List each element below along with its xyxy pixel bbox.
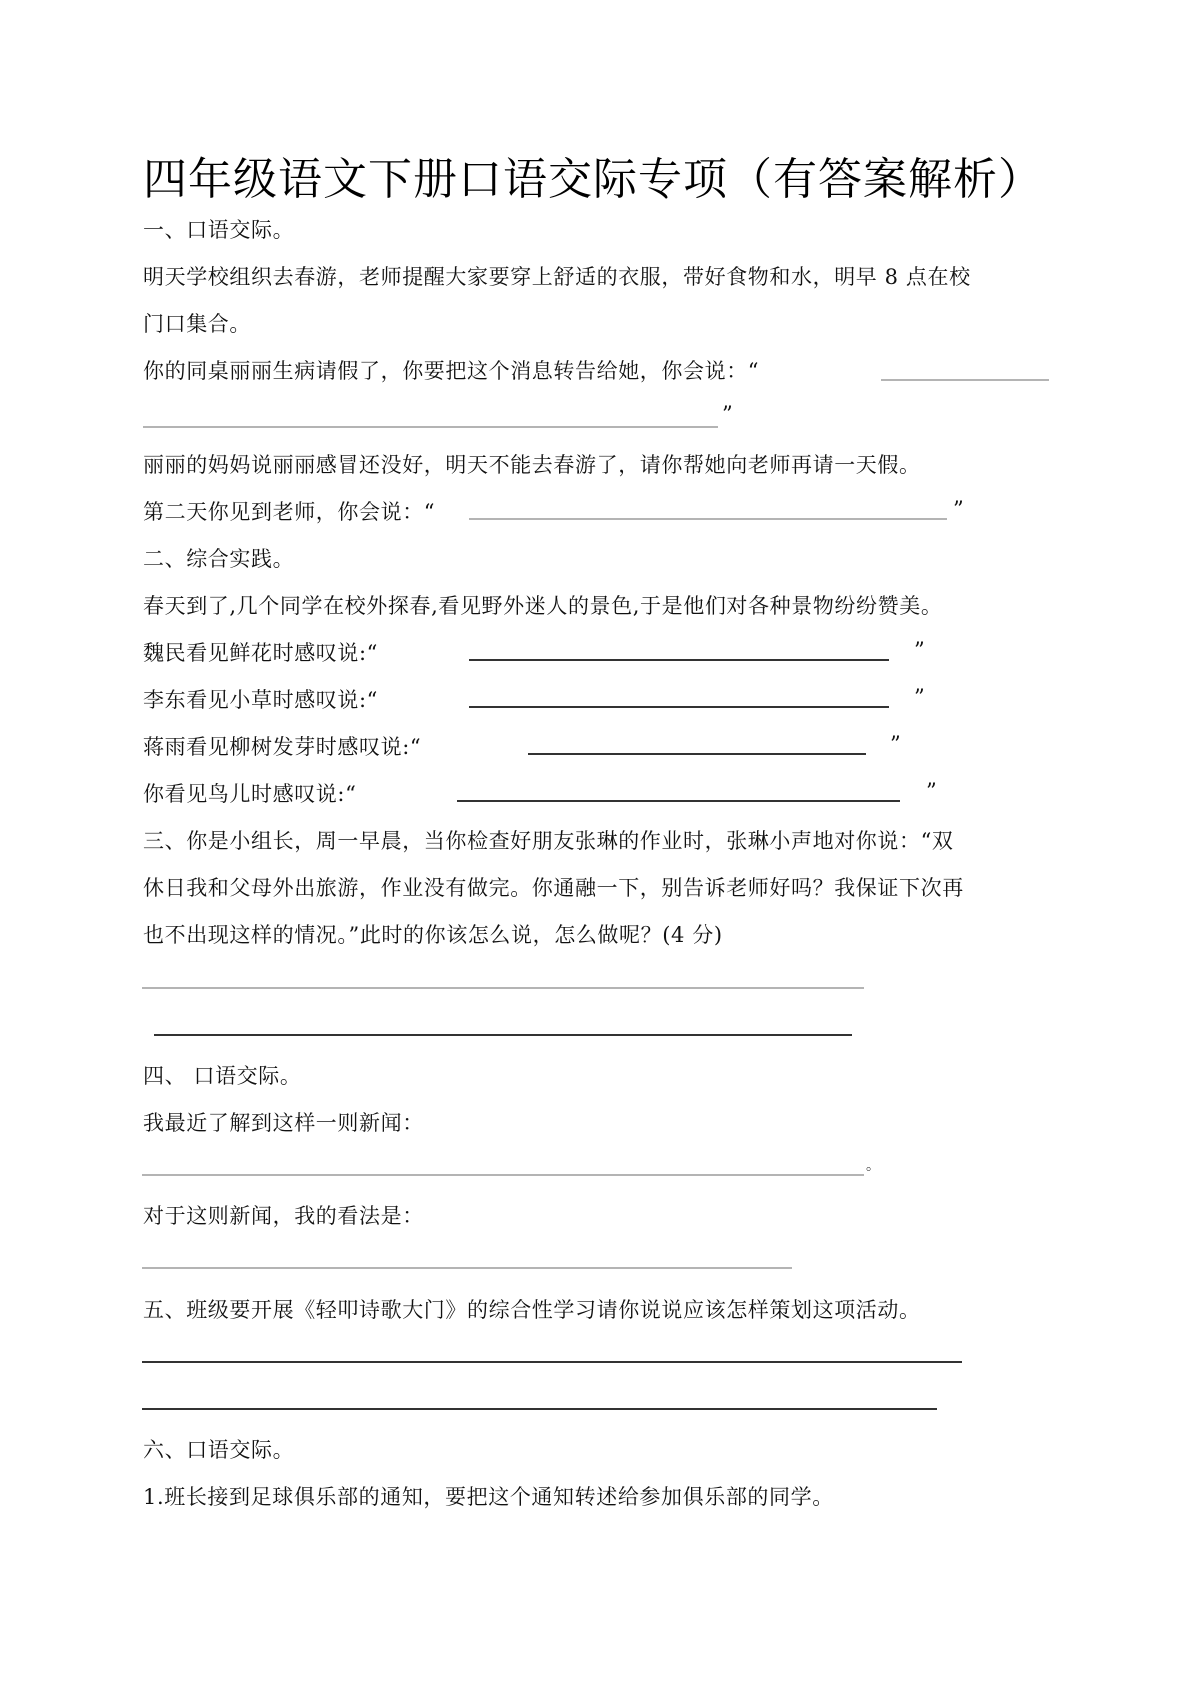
closing-quote: ” (722, 402, 733, 426)
praise-item-4-label: 你看见鸟儿时感叹说:“ (143, 782, 357, 806)
page-title: 四年级语文下册口语交际专项（有答案解析） (143, 154, 1043, 205)
closing-quote: ” (953, 497, 964, 521)
answer-blank-5a[interactable] (142, 1361, 962, 1363)
section-6-heading: 六、口语交际。 (143, 1438, 295, 1462)
praise-item-2-label: 李东看见小草时感叹说:“ (143, 688, 379, 712)
period-mark: 。 (866, 1158, 880, 1174)
section-1-paragraph-line-1: 明天学校组织去春游，老师提醒大家要穿上舒适的衣服，带好食物和水，明早 8 点在校 (143, 265, 971, 289)
section-6-item-1: 1.班长接到足球俱乐部的通知，要把这个通知转述给参加俱乐部的同学。 (143, 1485, 834, 1509)
section-4-heading: 四、 口语交际。 (143, 1064, 302, 1088)
section-2-intro: 春天到了,几个同学在校外探春,看见野外迷人的景色,于是他们对各种景物纷纷赞美。 (143, 594, 943, 618)
opinion-answer-blank[interactable] (142, 1267, 792, 1269)
praise-item-1-label: 魏民看见鲜花时感叹说:“ (143, 641, 379, 665)
news-label: 我最近了解到这样一则新闻： (143, 1111, 424, 1135)
praise-item-3-blank[interactable] (528, 753, 866, 755)
answer-blank-2[interactable] (469, 518, 947, 520)
praise-item-3-label: 蒋雨看见柳树发芽时感叹说:“ (143, 735, 422, 759)
section-2-heading: 二、综合实践。 (143, 547, 295, 571)
praise-item-4-blank[interactable] (457, 800, 900, 802)
closing-quote: ” (914, 685, 925, 709)
closing-quote: ” (890, 732, 901, 756)
praise-item-2-blank[interactable] (469, 706, 889, 708)
answer-blank-5b[interactable] (142, 1408, 937, 1410)
answer-blank-3b[interactable] (154, 1034, 852, 1036)
section-1-question-2: 第二天你见到老师，你会说：“ (143, 500, 436, 524)
answer-blank-1a[interactable] (881, 379, 1049, 381)
answer-blank-3a[interactable] (142, 987, 864, 989)
section-3-line-3: 也不出现这样的情况。”此时的你该怎么说，怎么做呢？(4 分) (143, 923, 723, 947)
section-1-heading: 一、口语交际。 (143, 218, 295, 242)
section-5-question: 五、班级要开展《轻叩诗歌大门》的综合性学习请你说说应该怎样策划这项活动。 (143, 1298, 921, 1322)
section-1-question-1: 你的同桌丽丽生病请假了，你要把这个消息转告给她，你会说：“ (143, 359, 760, 383)
news-answer-blank[interactable] (142, 1174, 864, 1176)
section-3-line-1: 三、你是小组长，周一早晨，当你检查好朋友张琳的作业时，张琳小声地对你说：“双 (143, 829, 954, 853)
answer-blank-1b[interactable] (143, 426, 718, 428)
closing-quote: ” (926, 779, 937, 803)
section-3-line-2: 休日我和父母外出旅游，作业没有做完。你通融一下，别告诉老师好吗？我保证下次再 (143, 876, 964, 900)
praise-item-1-blank[interactable] (469, 659, 889, 661)
closing-quote: ” (914, 638, 925, 662)
section-1-paragraph-line-2: 门口集合。 (143, 312, 251, 336)
section-1-paragraph-3: 丽丽的妈妈说丽丽感冒还没好，明天不能去春游了，请你帮她向老师再请一天假。 (143, 453, 921, 477)
opinion-label: 对于这则新闻，我的看法是： (143, 1204, 424, 1228)
